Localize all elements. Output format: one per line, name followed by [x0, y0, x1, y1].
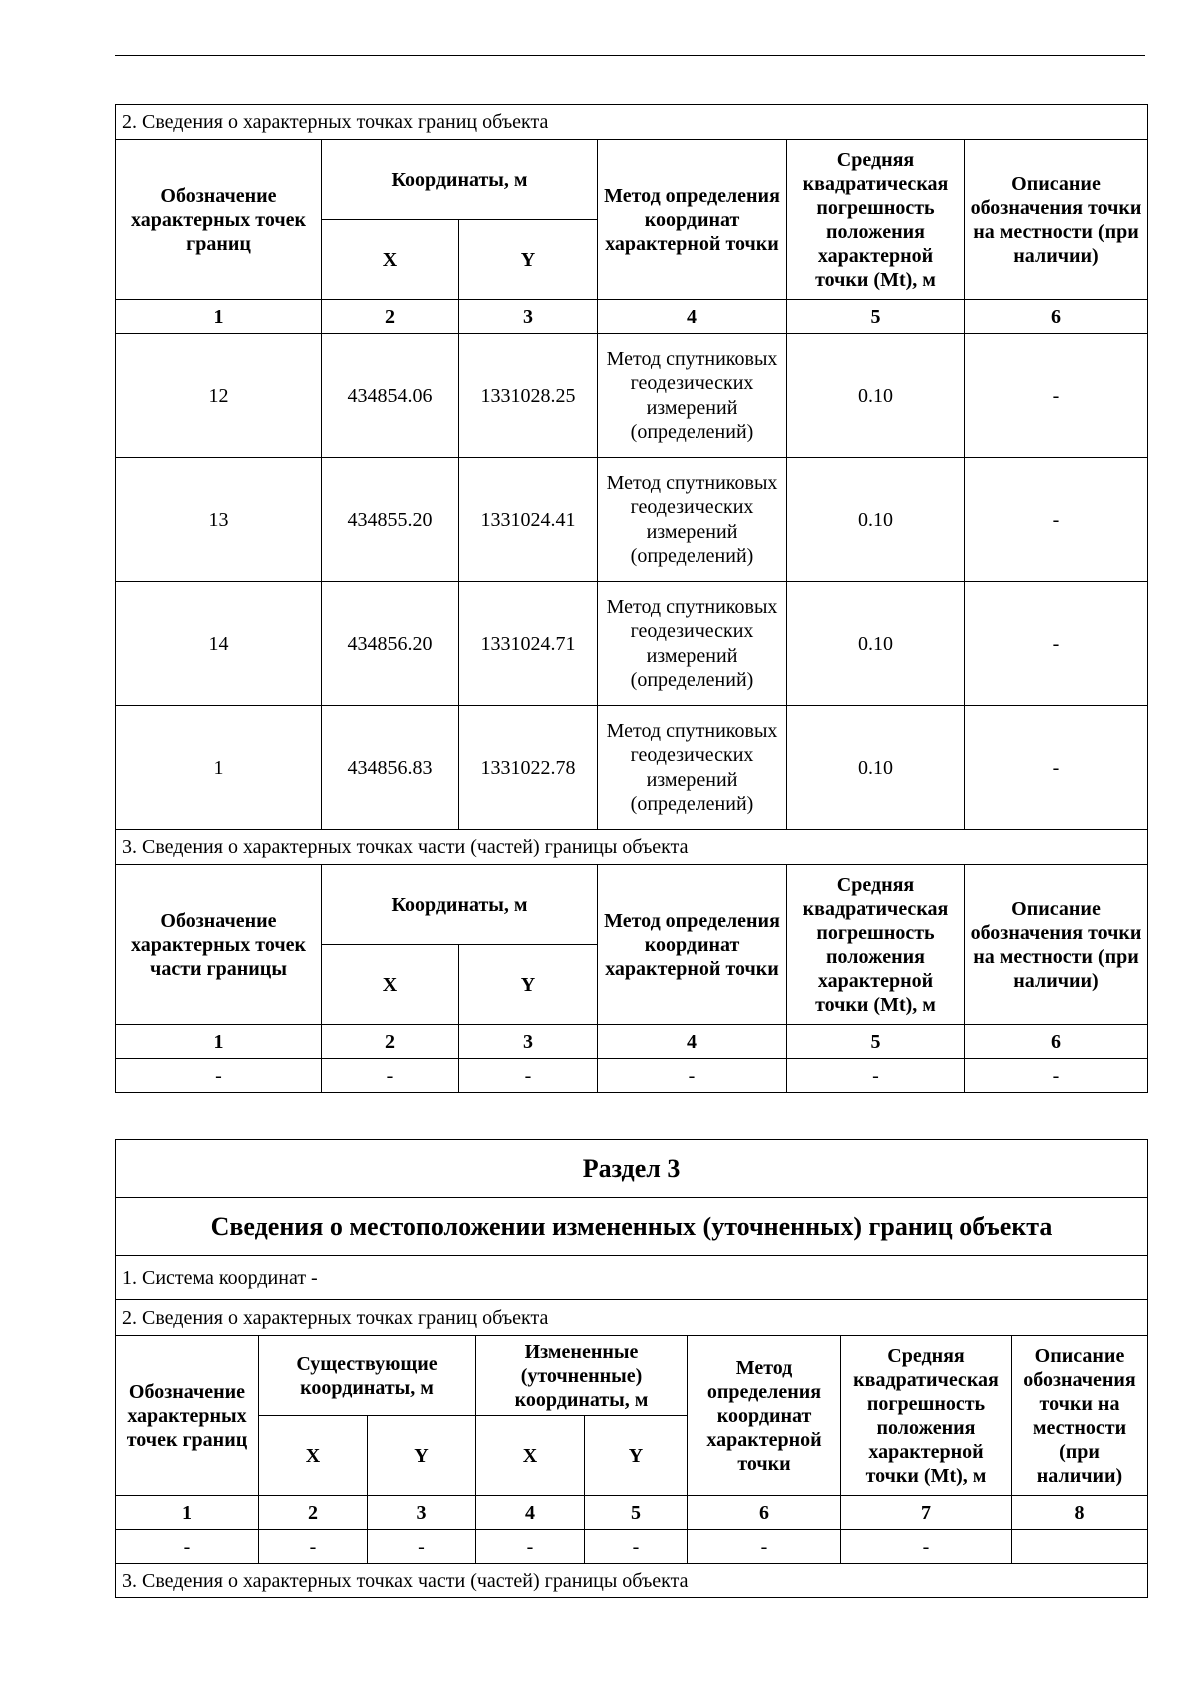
table-row [116, 706, 1148, 830]
point-description: - [965, 582, 1148, 706]
method: Метод спутниковых геодезических измерений (определений) [598, 706, 787, 830]
col-number: 5 [585, 1496, 688, 1530]
col-number: 3 [459, 300, 598, 334]
col-number: 1 [116, 300, 322, 334]
table-cell: - [688, 1530, 841, 1564]
table-row [116, 1530, 1148, 1564]
column-number-row [116, 1025, 1148, 1059]
header-y: Y [585, 1416, 688, 1496]
header-description: Описание обозначения точки на местности (при наличии) [965, 865, 1148, 1025]
table-cell: - [585, 1530, 688, 1564]
points-title: 2. Сведения о характерных точках границ объекта [116, 1300, 1148, 1336]
col-number: 2 [259, 1496, 368, 1530]
coord-x: 434855.20 [322, 458, 459, 582]
boundary-points-table [115, 104, 1148, 1093]
coord-y: 1331024.41 [459, 458, 598, 582]
col-number: 4 [476, 1496, 585, 1530]
col-number: 6 [965, 300, 1148, 334]
table-cell: - [322, 1059, 459, 1093]
col-number: 7 [841, 1496, 1012, 1530]
header-error: Средняя квадратическая погрешность положения характерной точки (Mt), м [787, 140, 965, 300]
table-cell: - [368, 1530, 476, 1564]
method: Метод спутниковых геодезических измерений (определений) [598, 582, 787, 706]
col-number: 2 [322, 300, 459, 334]
column-number-row [116, 1496, 1148, 1530]
header-x: X [322, 220, 459, 300]
table-cell: - [459, 1059, 598, 1093]
section3-title: 3. Сведения о характерных точках части (частей) границы объекта [116, 830, 1148, 865]
col-number: 6 [965, 1025, 1148, 1059]
error-mt: 0.10 [787, 334, 965, 458]
header-x: X [259, 1416, 368, 1496]
table-cell [1012, 1530, 1148, 1564]
header-x: X [476, 1416, 585, 1496]
razdel3-table [115, 1139, 1148, 1598]
method: Метод спутниковых геодезических измерений (определений) [598, 334, 787, 458]
table-cell: - [841, 1530, 1012, 1564]
header-method: Метод определения координат характерной точки [598, 140, 787, 300]
section2-title: 2. Сведения о характерных точках границ объекта [116, 105, 1148, 140]
coord-system: 1. Система координат - [116, 1256, 1148, 1300]
table-row [116, 458, 1148, 582]
coord-x: 434856.20 [322, 582, 459, 706]
col-number: 5 [787, 300, 965, 334]
header-designation: Обозначение характерных точек границ [116, 140, 322, 300]
header-coords: Координаты, м [322, 865, 598, 945]
coord-y: 1331028.25 [459, 334, 598, 458]
table-cell: - [259, 1530, 368, 1564]
table-row [116, 1059, 1148, 1093]
header-error: Средняя квадратическая погрешность положения характерной точки (Mt), м [841, 1336, 1012, 1496]
col-number: 8 [1012, 1496, 1148, 1530]
header-designation: Обозначение характерных точек границ [116, 1336, 259, 1496]
point-id: 14 [116, 582, 322, 706]
table-cell: - [116, 1530, 259, 1564]
header-x: X [322, 945, 459, 1025]
table-row [116, 582, 1148, 706]
column-number-row [116, 300, 1148, 334]
method: Метод спутниковых геодезических измерений (определений) [598, 458, 787, 582]
coord-y: 1331024.71 [459, 582, 598, 706]
col-number: 1 [116, 1025, 322, 1059]
header-error: Средняя квадратическая погрешность положения характерной точки (Mt), м [787, 865, 965, 1025]
point-id: 12 [116, 334, 322, 458]
razdel3-heading: Раздел 3 [116, 1140, 1148, 1198]
table-cell: - [787, 1059, 965, 1093]
header-y: Y [368, 1416, 476, 1496]
header-method: Метод определения координат характерной точки [688, 1336, 841, 1496]
header-designation: Обозначение характерных точек части границы [116, 865, 322, 1025]
header-description: Описание обозначения точки на местности (при наличии) [965, 140, 1148, 300]
error-mt: 0.10 [787, 582, 965, 706]
point-description: - [965, 458, 1148, 582]
header-coords: Координаты, м [322, 140, 598, 220]
col-number: 6 [688, 1496, 841, 1530]
col-number: 3 [368, 1496, 476, 1530]
header-existing-coords: Существующие координаты, м [259, 1336, 476, 1416]
col-number: 3 [459, 1025, 598, 1059]
col-number: 4 [598, 300, 787, 334]
header-description: Описание обозначения точки на местности (при наличии) [1012, 1336, 1148, 1496]
col-number: 1 [116, 1496, 259, 1530]
parts-title: 3. Сведения о характерных точках части (частей) границы объекта [116, 1564, 1148, 1598]
point-description: - [965, 334, 1148, 458]
table-cell: - [965, 1059, 1148, 1093]
col-number: 5 [787, 1025, 965, 1059]
coord-x: 434856.83 [322, 706, 459, 830]
table-cell: - [598, 1059, 787, 1093]
point-description: - [965, 706, 1148, 830]
point-id: 1 [116, 706, 322, 830]
table-cell: - [476, 1530, 585, 1564]
coord-x: 434854.06 [322, 334, 459, 458]
table-row [116, 334, 1148, 458]
table-cell: - [116, 1059, 322, 1093]
header-y: Y [459, 220, 598, 300]
point-id: 13 [116, 458, 322, 582]
header-method: Метод определения координат характерной точки [598, 865, 787, 1025]
error-mt: 0.10 [787, 458, 965, 582]
col-number: 4 [598, 1025, 787, 1059]
error-mt: 0.10 [787, 706, 965, 830]
top-rule [115, 55, 1145, 56]
header-y: Y [459, 945, 598, 1025]
coord-y: 1331022.78 [459, 706, 598, 830]
razdel3-subheading: Сведения о местоположении измененных (уточненных) границ объекта [116, 1198, 1148, 1256]
col-number: 2 [322, 1025, 459, 1059]
header-changed-coords: Измененные (уточненные) координаты, м [476, 1336, 688, 1416]
